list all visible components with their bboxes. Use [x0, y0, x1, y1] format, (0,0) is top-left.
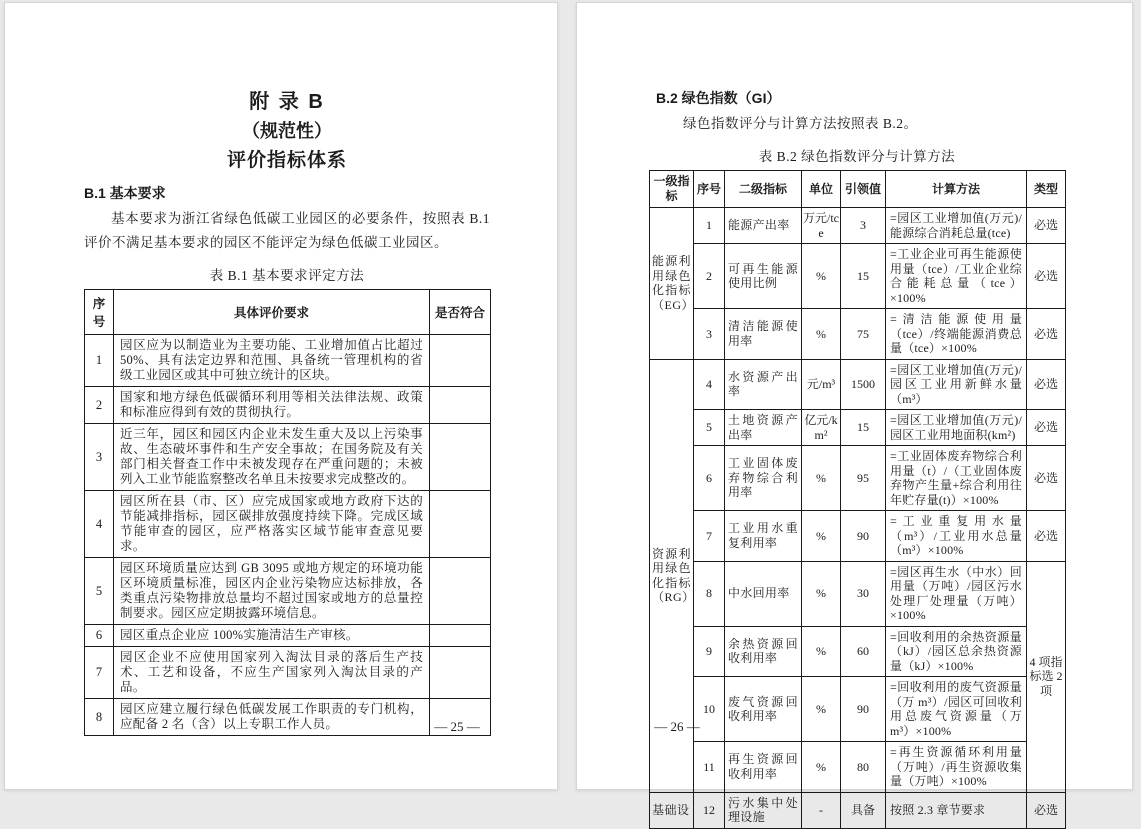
- row-number: 5: [694, 410, 725, 446]
- type-cell: 4 项指标选 2 项: [1027, 561, 1066, 792]
- secondary-indicator: 土地资源产出率: [725, 410, 802, 446]
- calculation-method: =回收利用的废气资源量（万 m³）/园区可回收利用总废气资源量（万 m³）×100%: [886, 677, 1027, 742]
- row-number: 1: [85, 335, 114, 387]
- leading-value: 95: [841, 446, 886, 511]
- calculation-method: =园区工业增加值(万元)/能源综合消耗总量(tce): [886, 208, 1027, 244]
- requirement-text: 园区所在县（市、区）应完成国家或地方政府下达的节能减排指标，园区碳排放强度持续下降。完成区域节能审查的园区，应严格落实区域节能审查意见要求。: [114, 491, 430, 558]
- unit-cell: 万元/tce: [802, 208, 841, 244]
- unit-cell: %: [802, 561, 841, 626]
- row-number: 4: [694, 359, 725, 410]
- secondary-indicator: 中水回用率: [725, 561, 802, 626]
- calculation-method: =工业固体废弃物综合利用量（t）/（工业固体废弃物产生量+综合利用往年贮存量(t)）×100%: [886, 446, 1027, 511]
- row-number: 8: [694, 561, 725, 626]
- table-b1-row: [85, 647, 491, 699]
- table-b1-header-row: [85, 290, 491, 335]
- type-cell: 必选: [1027, 511, 1066, 562]
- unit-cell: -: [802, 792, 841, 828]
- conformity-cell: [430, 424, 491, 491]
- leading-value: 90: [841, 511, 886, 562]
- paragraph-b2: 绿色指数评分与计算方法按照表 B.2。: [683, 116, 918, 131]
- page-25-content: [84, 3, 490, 736]
- calculation-method: =工业企业可再生能源使用量（tce）/工业企业综合能耗总量（tce）×100%: [886, 244, 1027, 309]
- table-b2-header-3: 单位: [802, 171, 841, 208]
- conformity-cell: [430, 647, 491, 699]
- table-b1-header-1: 具体评价要求: [114, 290, 430, 335]
- secondary-indicator: 清洁能源使用率: [725, 309, 802, 360]
- row-number: 4: [85, 491, 114, 558]
- calculation-method: =园区工业增加值(万元)/园区工业用新鲜水量（m³）: [886, 359, 1027, 410]
- table-b2-header-0: 一级指标: [650, 171, 694, 208]
- table-b1-row: [85, 387, 491, 424]
- calculation-method: =园区再生水（中水）回用量（万吨）/园区污水处理厂处理量（万吨）×100%: [886, 561, 1027, 626]
- secondary-indicator: 可再生能源使用比例: [725, 244, 802, 309]
- row-number: 3: [85, 424, 114, 491]
- table-b1-row: [85, 625, 491, 647]
- appendix-title-line-2: （规范性）: [242, 121, 332, 141]
- unit-cell: %: [802, 742, 841, 793]
- row-number: 2: [85, 387, 114, 424]
- leading-value: 80: [841, 742, 886, 793]
- appendix-title: [84, 87, 490, 175]
- table-b2-row: [650, 244, 1066, 309]
- conformity-cell: [430, 387, 491, 424]
- paragraph-b1: 基本要求为浙江省绿色低碳工业园区的必要条件，按照表 B.1 评价不满足基本要求的园区不能评定为绿色低碳工业园区。: [84, 211, 490, 250]
- page-25: [4, 2, 558, 790]
- requirement-text: 园区应为以制造业为主要功能、工业增加值占比超过 50%、具有法定边界和范围、具备统一管理机构的省级工业园区或其中可独立统计的区块。: [114, 335, 430, 387]
- table-b1-row: [85, 491, 491, 558]
- table-b2-row: [650, 742, 1066, 793]
- leading-value: 1500: [841, 359, 886, 410]
- requirement-text: 近三年，园区和园区内企业未发生重大及以上污染事故、生态破坏事件和生产安全事故；在国务院及有关部门相关督查工作中未被发现存在严重问题的；未被列入工业节能监察整改名单且未按要求完成整改的。: [114, 424, 430, 491]
- page-26-content: [649, 3, 1065, 829]
- table-b2-row: [650, 446, 1066, 511]
- row-number: 6: [85, 625, 114, 647]
- row-number: 12: [694, 792, 725, 828]
- type-cell: 必选: [1027, 309, 1066, 360]
- table-b2-header-4: 引领值: [841, 171, 886, 208]
- secondary-indicator: 余热资源回收利用率: [725, 626, 802, 677]
- section-heading-b2: B.2 绿色指数（GI）: [656, 90, 781, 106]
- leading-value: 75: [841, 309, 886, 360]
- row-number: 11: [694, 742, 725, 793]
- table-b1-row: [85, 558, 491, 625]
- table-b2-row: [650, 792, 1066, 828]
- section-heading-b1: B.1 基本要求: [84, 185, 166, 201]
- primary-indicator-cell: 资源利用绿色化指标（RG）: [650, 359, 694, 792]
- table-b2-row: [650, 410, 1066, 446]
- row-number: 3: [694, 309, 725, 360]
- row-number: 1: [694, 208, 725, 244]
- table-b2-header-row: [650, 171, 1066, 208]
- table-b1: [84, 289, 491, 736]
- secondary-indicator: 工业固体废弃物综合利用率: [725, 446, 802, 511]
- unit-cell: %: [802, 446, 841, 511]
- secondary-indicator: 废气资源回收利用率: [725, 677, 802, 742]
- type-cell: 必选: [1027, 244, 1066, 309]
- table-b1-header-2: 是否符合: [430, 290, 491, 335]
- type-cell: 必选: [1027, 359, 1066, 410]
- table-b2-caption: 表 B.2 绿色指数评分与计算方法: [758, 149, 956, 164]
- table-b1-row: [85, 424, 491, 491]
- secondary-indicator: 工业用水重复利用率: [725, 511, 802, 562]
- calculation-method: =工业重复用水量（m³）/工业用水总量（m³）×100%: [886, 511, 1027, 562]
- conformity-cell: [430, 625, 491, 647]
- secondary-indicator: 再生资源回收利用率: [725, 742, 802, 793]
- conformity-cell: [430, 335, 491, 387]
- appendix-title-line-1: 附 录 B: [249, 91, 325, 113]
- requirement-text: 园区企业不应使用国家列入淘汰目录的落后生产技术、工艺和设备，不应生产国家列入淘汰目录的产品。: [114, 647, 430, 699]
- table-b2-row: [650, 561, 1066, 626]
- table-b2-header-1: 序号: [694, 171, 725, 208]
- table-b2-row: [650, 626, 1066, 677]
- unit-cell: %: [802, 511, 841, 562]
- conformity-cell: [430, 558, 491, 625]
- row-number: 2: [694, 244, 725, 309]
- requirement-text: 园区重点企业应 100%实施清洁生产审核。: [114, 625, 430, 647]
- row-number: 8: [85, 699, 114, 736]
- table-b2-row: [650, 309, 1066, 360]
- primary-indicator-cell: 基础设: [650, 792, 694, 828]
- page-number-25: — 25 —: [434, 719, 480, 734]
- calculation-method: =清洁能源使用量（tce）/终端能源消费总量（tce）×100%: [886, 309, 1027, 360]
- row-number: 5: [85, 558, 114, 625]
- leading-value: 15: [841, 244, 886, 309]
- type-cell: 必选: [1027, 446, 1066, 511]
- unit-cell: 亿元/km²: [802, 410, 841, 446]
- calculation-method: =再生资源循环利用量（万吨）/再生资源收集量（万吨）×100%: [886, 742, 1027, 793]
- leading-value: 具备: [841, 792, 886, 828]
- table-b2-header-5: 计算方法: [886, 171, 1027, 208]
- row-number: 7: [85, 647, 114, 699]
- leading-value: 90: [841, 677, 886, 742]
- secondary-indicator: 能源产出率: [725, 208, 802, 244]
- table-b2-row: [650, 359, 1066, 410]
- table-b2-header-6: 类型: [1027, 171, 1066, 208]
- row-number: 9: [694, 626, 725, 677]
- leading-value: 30: [841, 561, 886, 626]
- requirement-text: 国家和地方绿色低碳循环利用等相关法律法规、政策和标准应得到有效的贯彻执行。: [114, 387, 430, 424]
- leading-value: 3: [841, 208, 886, 244]
- table-b2-row: [650, 208, 1066, 244]
- calculation-method: =回收利用的余热资源量（kJ）/园区总余热资源量（kJ）×100%: [886, 626, 1027, 677]
- secondary-indicator: 水资源产出率: [725, 359, 802, 410]
- table-b1-header-0: 序号: [85, 290, 114, 335]
- calculation-method: 按照 2.3 章节要求: [886, 792, 1027, 828]
- row-number: 7: [694, 511, 725, 562]
- leading-value: 15: [841, 410, 886, 446]
- leading-value: 60: [841, 626, 886, 677]
- type-cell: 必选: [1027, 792, 1066, 828]
- unit-cell: %: [802, 309, 841, 360]
- appendix-title-line-3: 评价指标体系: [226, 150, 347, 171]
- requirement-text: 园区环境质量应达到 GB 3095 或地方规定的环境功能区环境质量标准，园区内企业污染物应达标排放，各类重点污染物排放总量均不超过国家或地方的总量控制要求。园区应定期披露环境信息。: [114, 558, 430, 625]
- table-b2-header-2: 二级指标: [725, 171, 802, 208]
- table-b2-row: [650, 511, 1066, 562]
- page-number-26: — 26 —: [654, 719, 700, 734]
- unit-cell: %: [802, 626, 841, 677]
- type-cell: 必选: [1027, 410, 1066, 446]
- requirement-text: 园区应建立履行绿色低碳发展工作职责的专门机构，应配备 2 名（含）以上专职工作人员。: [114, 699, 430, 736]
- table-b1-row: [85, 335, 491, 387]
- row-number: 10: [694, 677, 725, 742]
- page-26: [576, 2, 1133, 824]
- unit-cell: 元/m³: [802, 359, 841, 410]
- calculation-method: =园区工业增加值(万元)/园区工业用地面积(km²): [886, 410, 1027, 446]
- primary-indicator-cell: 能源利用绿色化指标（EG）: [650, 208, 694, 360]
- unit-cell: %: [802, 244, 841, 309]
- type-cell: 必选: [1027, 208, 1066, 244]
- unit-cell: %: [802, 677, 841, 742]
- secondary-indicator: 污水集中处理设施: [725, 792, 802, 828]
- table-b1-caption: 表 B.1 基本要求评定方法: [209, 268, 365, 283]
- conformity-cell: [430, 491, 491, 558]
- row-number: 6: [694, 446, 725, 511]
